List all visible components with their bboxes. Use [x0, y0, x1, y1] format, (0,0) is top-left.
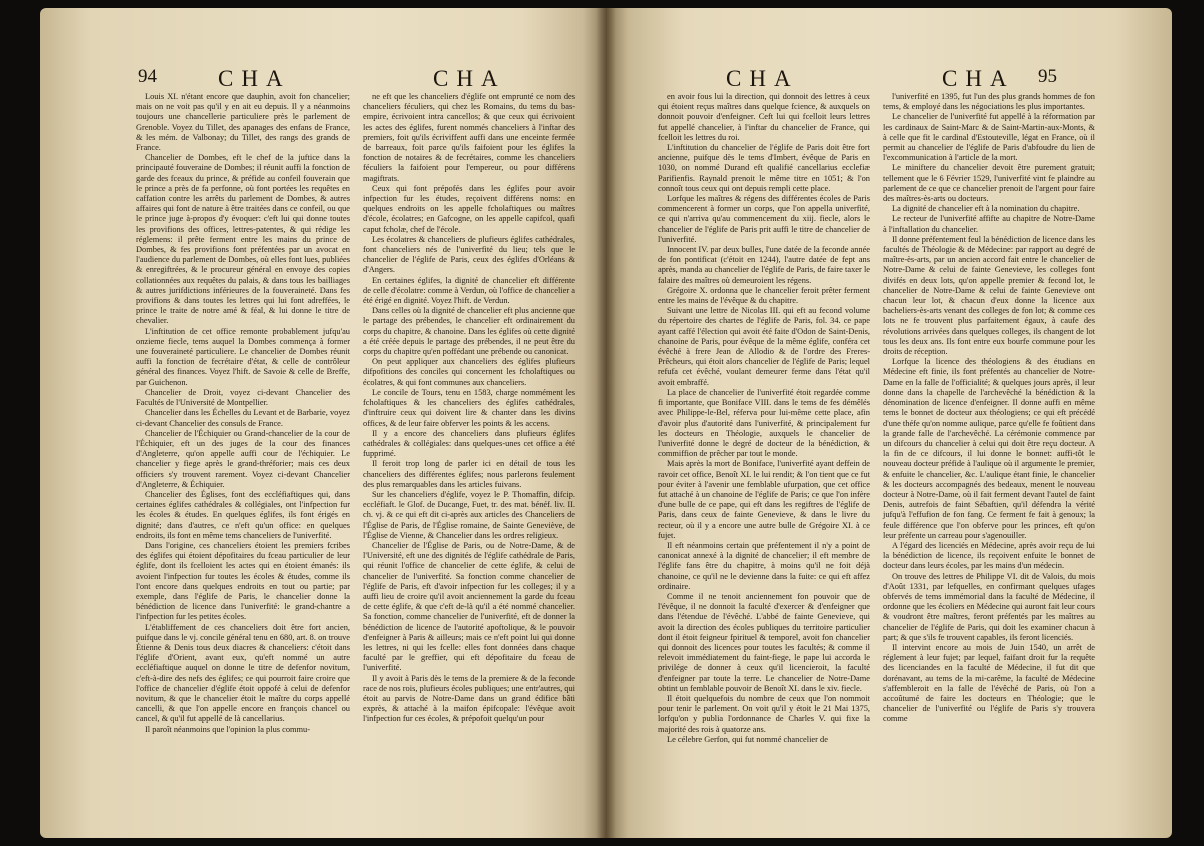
- paragraph: l'univerfité en 1395, fut l'un des plus grands hommes de fon tems, & employé dans les négociations les plus importantes.: [883, 92, 1095, 112]
- paragraph: L'inftitution de cet office remonte probablement jufqu'au onzieme fiecle, tems auquel la Dombes commença à former une fouveraineté particuliere. Le chancelier de Dombes réunit auffi la fonction de fecrétaire d'état, & celle de contrôleur général des finances. Voyez l'hift. de Savoie & celle de Breffe, par Guichenon.: [136, 326, 350, 387]
- text-column-1: [658, 92, 870, 745]
- running-head: CHA: [726, 66, 799, 91]
- paragraph: Comme il ne tenoit anciennement fon pouvoir que de l'évêque, il ne donnoit la faculté d'exercer & d'enfeigner que dans l'étendue de l'évêché. L'abbé de fainte Genevieve, qui avoit la direction des écoles publiques du territoire particulier dont il étoit feigneur fpirituel & temporel, avoit fon chancelier qui donnoit des licences pour toutes les facultés; & comme il relevoit immédiatement du faint-fiege, le pape lui accorda le privilége de donner à ceux qu'il licencieroit, la faculté d'enfeigner par toute la terre. Le chancelier de Notre-Dame obtint un femblable pouvoir de Benoît XI. dans le xiv. fiecle.: [658, 591, 870, 693]
- text-column-2: [363, 92, 575, 725]
- running-head: CHA: [942, 66, 1015, 91]
- paragraph: Dans l'origine, ces chanceliers étoient les premiers fcribes des églifes qui étoient dépofitaires du fceau particulier de leur églife, dont ils fcelloient les actes qui en étoient émanés: ils avoient l'infpection fur toutes les écoles & études, comme ils l'ont encore dans quelques endroits en tout ou partie; par exemple, dans l'églife de Paris, le chancelier donne la bénédiction de licence dans l'univerfité: le grand-chantre a l'infpection fur les petites écoles.: [136, 540, 350, 622]
- paragraph: Le recteur de l'univerfité affifte au chapitre de Notre-Dame à l'inftallation du chancelier.: [883, 214, 1095, 234]
- paragraph: On peut appliquer aux chanceliers des églifes plufieurs difpofitions des conciles qui concernent les fcholaftiques ou écolatres, & qui font communes aux chanceliers.: [363, 357, 575, 387]
- paragraph: Il y avoit à Paris dès le tems de la premiere & de la feconde race de nos rois, plufieurs écoles publiques; une entr'autres, qui étoit au parvis de Notre-Dame dans un grand édifice bâti exprès, & attaché à la maifon épifcopale: l'évêque avoit l'infpection fur ces écoles, & prépofoit quelqu'un pour: [363, 673, 575, 724]
- paragraph: Sur les chanceliers d'églife, voyez le P. Thomaffin, difcip. eccléfiaft. le Glof. de Ducange, Fuet, tr. des mat. bénéf. liv. II. ch. vj. & ce qui eft dit ci-après aux articles des Chanceliers de l'Église de Paris, de l'Église romaine, de Sainte Geneviève, de l'Église de Vienne, & Chancelier dans les ordres religieux.: [363, 489, 575, 540]
- paragraph: Lorfque les maîtres & régens des différentes écoles de Paris commencerent à former un corps, que l'on appella univerfité, ce qui n'arriva qu'au commencement du xiij. fiecle, alors le chancelier de l'églife de Paris prit auffi le titre de chancelier de l'univerfité.: [658, 194, 870, 244]
- book-gutter: [596, 8, 616, 838]
- paragraph: A l'égard des licenciés en Médecine, après avoir reçu de lui la bénédiction de licence, ils reçoivent enfuite le bonnet de docteur dans leurs écoles, par les mains d'un médecin.: [883, 540, 1095, 571]
- paragraph: L'inftitution du chancelier de l'églife de Paris doit être fort ancienne, puifque dès le tems d'Imbert, évêque de Paris en 1030, on nommé Durand eft qualifié cancellarius ecclefiæ Parifienfis. Raynald prenoit le même titre en 1051; & l'on connoît tous ceux qui ont depuis rempli cette place.: [658, 143, 870, 193]
- paragraph: Lorfque la licence des théologiens & des étudians en Médecine eft finie, ils font préfentés au chancelier de Notre-Dame en la falle de l'officialité; & quelques jours après, il leur donne dans la chapelle de l'archevêché la bénédiction & la dénomination de licence d'enfeigner. Il donne auffi en même tems le bonnet de docteur aux théologiens; ce qui eft précédé d'une théfe qu'on nomme aulique, parce qu'elle fe foûtient dans la grande falle de l'archevêché. La cérémonie commence par un difcours du chancelier à celui qui doit être reçu docteur. A la fin de ce difcours, il lui donne le bonnet: auffi-tôt le nouveau docteur préfide à l'aulique où il argumente le premier, & enfuite le chancelier, &c. L'aulique étant finie, le chancelier & les docteurs accompagnés des bedeaux, menent le nouveau docteur à Notre-Dame, où il fait ferment devant l'autel de faint Denis, autrefois de faint Sébaftien, qu'il défendra la vérité jufqu'à l'effufion de fon fang. Ce ferment fe fait à genoux; la feule différence que l'on obferve pour les princes, eft qu'on leur préfente un carreau pour s'agenouiller.: [883, 357, 1095, 540]
- paragraph: ne eft que les chanceliers d'églife ont emprunté ce nom des chanceliers féculiers, qui chez les Romains, du tems du bas-empire, écrivoient intra cancellos; & que ceux qui écrivoient les actes des églifes, furent nommés chanceliers à l'inftar des premiers, foit qu'ils écriviffent auffi dans une enceinte fermée de barreaux, foit parce qu'ils faifoient pour les églifes la fonction de notaires & de fecrétaires, comme les chanceliers féculiers la faifoient pour l'empereur, ou pour différens magiftrats.: [363, 92, 575, 183]
- paragraph: Il paroît néanmoins que l'opinion la plus commu-: [145, 724, 311, 734]
- paragraph: Chancelier de l'Échiquier ou Grand-chancelier de la cour de l'Échiquier, eft un des juges de la cour des finances d'Angleterre, qu'on appelle auffi cour de l'échiquier. Le chancelier y fiege après le grand-thréforier; mais ces deux officiers s'y trouvent rarement. Voyez ci-devant Chancelier d'Angleterre, & Échiquier.: [136, 428, 350, 489]
- paragraph: en avoir fous lui la direction, qui donnoit des lettres à ceux qui étoient reçus maîtres dans quelque fcience, & auxquels on donnoit pouvoir d'enfeigner. Ceft lui qui fcelloit leurs lettres fut appellé chancelier, à l'inftar du chancelier de France, qui fcelloit les lettres du roi.: [658, 92, 870, 142]
- paragraph: Il étoit quelquefois du nombre de ceux que l'on nommoit pour tenir le parlement. On voit qu'il y étoit le 21 Mai 1375, lorfqu'on y publia l'ordonnance de Charles V. qui fixe la majorité des rois à quatorze ans.: [658, 693, 870, 734]
- paragraph: La place de chancelier de l'univerfité étoit regardée comme fi importante, que Boniface VIII. dans le tems de fes démêlés avec Philippe-le-Bel, réferva pour lui-même cette place, afin d'avoir plus d'autorité dans l'univerfité, & principalement fur les docteurs en Théologie, auxquels le chancelier de l'univerfité donne le degré de docteur de la bénédiction, & commiffion de prêcher par tout le monde.: [658, 387, 870, 459]
- paragraph: En certaines églifes, la dignité de chancelier eft différente de celle d'écolatre: comme à Verdun, où l'office de chancelier a été érigé en dignité. Voyez l'hift. de Verdun.: [363, 275, 575, 306]
- paragraph: Louis XI. n'étant encore que dauphin, avoit fon chancelier; mais on ne voit pas qu'il y en ait eu depuis. Il y a néanmoins toujours une chancellerie particuliere près le parlement de Grenoble. Voyez du Tillet, des apanages des enfans de France, & les mém. de Valbonay; du Tillet, des rangs des grands de France.: [136, 92, 350, 153]
- page-number: 94: [138, 66, 157, 87]
- paragraph: L'établiffement de ces chanceliers doit être fort ancien, puifque dans le vj. concile général tenu en 680, art. 8. on trouve Étienne & Denis tous deux diacres & chanceliers: c'étoit dans l'églife d'Orient, avant eux, qu'eft nommé un autre eccléfiaftique auquel on donne le titre de defenfor novitum, c'eft-à-dire des nefs des églifes; ce qui pourroit faire croire que l'office de chancelier d'églife étoit oppofé à celui de defenfor novitum, & que le chancelier étoit le maître du corps appellé cancelli, & que l'on appelle encore en françois chancel ou cancel, & qu'il fut appellé de là cancellarius.: [136, 622, 350, 724]
- paragraph: Mais après la mort de Boniface, l'univerfité ayant deffein de ravoir cet office, Benoît XI. le lui rendit; & l'on tient que ce fut pour éviter à l'avenir une femblable ufurpation, que cet office fut attaché à un chanoine de l'églife de Paris; ce que l'on infère d'une bulle de ce pape, qui eft dans les regiftres de l'églife de Paris, dans ceux de fainte Genevieve, & dans le livre du recteur, où il y a encore une autre bulle de Grégoire XI. à ce fujet.: [658, 459, 870, 540]
- paragraph: Le chancelier de l'univerfité fut appellé à la réformation par les cardinaux de Saint-Marc & de Saint-Martin-aux-Monts, & à celle que fit le cardinal d'Estouteville, légat en France, où il permit au chancelier de l'églife de Paris d'abfoudre du lien de l'excommunication à l'article de la mort.: [883, 112, 1095, 163]
- paragraph: Chancelier de Dombes, eft le chef de la juftice dans la principauté fouveraine de Dombes; il réunit auffi la fonction de garde des fceaux du prince, & préfide au confeil fouverain que le prince a près de fa perfonne, où font portées les requêtes en caffation contre les arrêts du parlement de Dombes, & autres affaires qui font de nature à être traitées dans ce confeil, ou que le prince juge à-propos d'y évoquer: c'eft lui qui donne toutes les provifions des offices, lettres-patentes, & qui rédige les réglemens: il prête ferment entre les mains du prince de Dombes, & fes provifions font préfentées par un avocat en l'audience du parlement de Dombes, où elles font lues, publiées & enregiftrées, & le procureur général en envoye des copies collationnées aux requêtes du palais, & dans tous les bailliages & autres jurifdictions inférieures de la fouveraineté. Dans fes provifions & dans toutes les lettres qui lui font adreffées, le prince le traite de notre amé & féal, & lui donne le titre de chevalier.: [136, 153, 350, 326]
- paragraph: Les écolatres & chanceliers de plufieurs églifes cathédrales, font chanceliers nés de l'univerfité du lieu; tels que le chancelier de l'églife de Paris, ceux des églifes d'Orléans & d'Angers.: [363, 234, 575, 275]
- paragraph: Suivant une lettre de Nicolas III. qui eft au fecond volume du répertoire des chartes de l'églife de Paris, fol. 34. ce pape ayant caffé l'élection qui avoit été faite d'Odon de Saint-Denis, chanoine de Paris, pour évêque de la même églife, conféra cet évêché à frere Jean de Allodio & de l'ordre des Freres-Prêcheurs, qui étoit alors chancelier de l'églife de Paris; lequel refufa cet évêché, voulant demeurer ferme dans l'état qu'il avoit embraffé.: [658, 306, 870, 387]
- paragraph: Le concile de Tours, tenu en 1583, charge nommément les fcholaftiques & les chanceliers des églifes cathédrales, d'inftruire ceux qui doivent lire & chanter dans les divins offices, & de leur faire obferver les points & les accens.: [363, 387, 575, 428]
- paragraph: Chancelier des Églises, font des eccléfiaftiques qui, dans certaines églifes cathédrales & collégiales, ont l'infpection fur les écoles & études. En quelques églifes, ils font érigés en dignité; dans d'autres, ce n'eft qu'un office: en quelques endroits, ils font en même tems chanceliers de l'univerfité.: [136, 489, 350, 540]
- book-spread: [40, 8, 1172, 838]
- page-number: 95: [1038, 66, 1057, 87]
- paragraph: Chancelier de l'Église de Paris, ou de Notre-Dame, & de l'Université, eft une des dignités de l'églife cathédrale de Paris, qui réunit l'office de chancelier de cette églife, & celui de chancelier de l'univerfité. Sa fonction comme chancelier de l'églife de Paris, eft d'avoir infpection fur les colleges; il y a auffi lieu de croire qu'il avoit anciennement la garde du fceau de cette églife, & que c'eft de-là qu'il a été nommé chancelier. Sa fonction, comme chancelier de l'univerfité, eft de donner la bénédiction de licence de l'autorité apoftolique, & le pouvoir d'enfeigner à Paris & ailleurs; mais ce n'eft point lui qui donne les lettres, ni qui les fcelle: elles font données dans chaque faculté par le greffier, qui eft dépofitaire du fceau de l'univerfité.: [363, 540, 575, 673]
- paragraph: La dignité de chancelier eft à la nomination du chapitre.: [892, 204, 1080, 214]
- paragraph: Il donne préfentement feul la bénédiction de licence dans les facultés de Théologie & de Médecine: par rapport au degré de maître-ès-arts, par un ancien accord fait entre le chancelier de Notre-Dame & celui de fainte Genevieve, les colleges font divifés en deux lots, qu'on appelle premier & fecond lot, le chancelier de Notre-Dame & celui de fainte Genevieve ont chacun leur lot, & chacun d'eux donne la licence aux bacheliers-ès-arts venant des colleges de fon lot; & comme ces lots ne fe trouvent plus parfaitement égaux, à caufe des révolutions arrivées dans quelques colleges, ils changent de lot tous les deux ans. Ils font entre eux bourfe commune pour les droits de réception.: [883, 234, 1096, 357]
- paragraph: Il intervint encore au mois de Juin 1540, un arrêt de réglement à leur fujet; par lequel, faifant droit fur la requête des licenciandes en la faculté de Médecine, il fut dit que dorénavant, au tems de la mi-carême, la faculté de Médecine s'affembleroit en la falle de l'évêché de Paris, où l'on a accoûtumé de faire les docteurs en Théologie; que le chancelier de l'univerfité ou l'églife de Paris s'y trouvera comme: [883, 642, 1095, 724]
- left-page: [40, 8, 606, 838]
- paragraph: Il y a encore des chanceliers dans plufieurs églifes cathédrales & collégiales: dans quelques-unes cet office a été fupprimé.: [363, 428, 575, 459]
- paragraph: Dans celles où la dignité de chancelier eft plus ancienne que le partage des prébendes, le chancelier eft ordinairement du corps du chapitre, & chanoine. Dans les églifes où cette dignité a été créée depuis le partage des prébendes, il ne peut être du corps du chapitre qu'en poffédant une prébende ou canonicat.: [363, 306, 575, 357]
- paragraph: Chancelier dans les Échelles du Levant et de Barbarie, voyez ci-devant Chancelier des consuls de France.: [136, 408, 350, 428]
- paragraph: Il feroit trop long de parler ici en détail de tous les chanceliers des différentes églifes; nous parlerons feulement des plus remarquables dans les articles fuivans.: [363, 459, 575, 489]
- paragraph: Grégoire X. ordonna que le chancelier feroit prêter ferment entre les mains de l'évêque & du chapitre.: [658, 285, 870, 306]
- paragraph: Ceux qui font prépofés dans les églifes pour avoir infpection fur les études, reçoivent différens noms: en quelques endroits on les appelle fcholaftiques ou maîtres d'école, écolatres; en Gafcogne, on les appelle capifcol, quafi caput fcholæ, chef de l'école.: [363, 183, 575, 234]
- paragraph: Chancelier de Droit, voyez ci-devant Chancelier des Facultés de l'Université de Montpellier.: [136, 387, 350, 408]
- text-column-1: [136, 92, 350, 735]
- paragraph: Le miniftere du chancelier devoit être purement gratuit; tellement que le 6 Février 1529, l'univerfité vint fe plaindre au parlement de ce que ce chancelier prenoit de l'argent pour faire des maîtres-ès-arts ou docteurs.: [883, 163, 1095, 204]
- text-column-2: [883, 92, 1095, 725]
- paragraph: On trouve des lettres de Philippe VI. dit de Valois, du mois d'Août 1331, par lefquelles, en confirmant quelques ufages obfervés de tems immémorial dans la faculté de Médecine, il ordonne que les écoliers en Médecine qui auront fait leur cours & voudront être maîtres, feront préfentés par les maîtres au chancelier de l'églife de Paris, qui doit les examiner chacun à part; & que s'ils fe trouvent capables, ils feront licenciés.: [883, 571, 1095, 642]
- paragraph: Le célebre Gerfon, qui fut nommé chancelier de: [667, 734, 828, 744]
- right-page: [606, 8, 1172, 838]
- paragraph: Il eft néanmoins certain que préfentement il n'y a point de canonicat annexé à la dignité de chancelier; il eft membre de l'églife fans être du chapitre, à moins qu'il ne foit déjà chanoine, ce qu'il ne le devienne dans la fuite: ce qui eft affez ordinaire.: [658, 540, 870, 591]
- running-head: CHA: [433, 66, 506, 91]
- paragraph: Innocent IV. par deux bulles, l'une datée de la feconde année de fon pontificat (c'étoit en 1244), l'autre datée de fept ans après, manda au chancelier de l'églife de Paris, de faire taxer le falaire des maîtres où demeuroient les régens.: [658, 245, 870, 285]
- running-head: CHA: [218, 66, 291, 91]
